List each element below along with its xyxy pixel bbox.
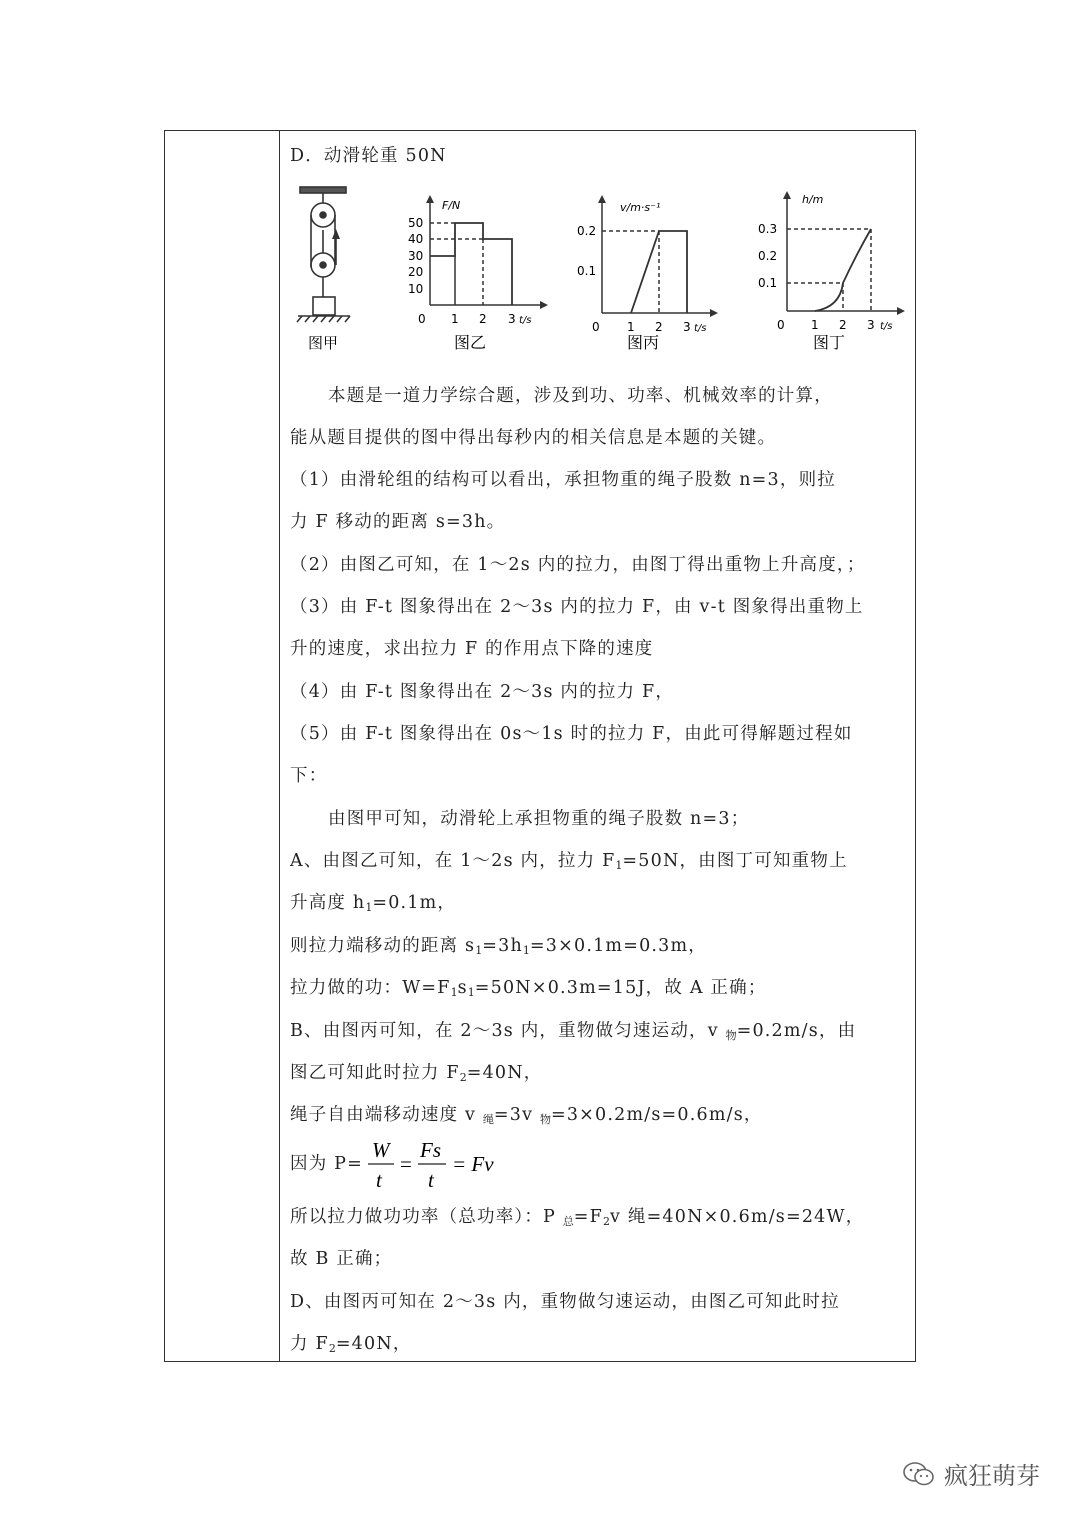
- svg-text:t: t: [428, 1168, 434, 1192]
- table-left-column: [165, 131, 280, 1361]
- chart-ding: [783, 191, 905, 315]
- watermark: [902, 1456, 1040, 1491]
- yi-xtick-3: 3: [508, 312, 516, 326]
- ding-xtick-3: 3: [867, 318, 875, 332]
- analysis-s1a: （1）由滑轮组的结构可以看出，承担物重的绳子股数 n=3，则拉: [290, 470, 836, 490]
- yi-ytick-30: 30: [408, 249, 424, 263]
- ding-ylabel: h/m: [802, 193, 824, 206]
- solution-intro: 由图甲可知，动滑轮上承担物重的绳子股数 n=3；: [328, 809, 750, 829]
- solution-a-line1: A、由图乙可知，在 1～2s 内，拉力 $F_1=50N$，由图丁可知重物上: [290, 851, 848, 872]
- yi-xlabel: t/s: [519, 315, 532, 326]
- yi-ytick-50: 50: [408, 216, 424, 230]
- solution-d-line2: 力 $F_2=40N$，: [290, 1334, 412, 1355]
- watermark-text: 疯狂萌芽: [944, 1462, 1040, 1490]
- analysis-p1b: 能从题目提供的图中得出每秒内的相关信息是本题的关键。: [290, 428, 777, 448]
- solution-a-line2: 升高度 $h_1=0.1m$，: [290, 893, 457, 914]
- yi-xtick-2: 2: [479, 312, 487, 326]
- chart-yi: [426, 195, 548, 309]
- svg-text:=: =: [400, 1152, 412, 1176]
- bing-xlabel: t/s: [694, 323, 707, 334]
- analysis-p1a: 本题是一道力学综合题，涉及到功、功率、机械效率的计算，: [328, 386, 833, 406]
- svg-text:Fs: Fs: [420, 1138, 441, 1162]
- analysis-s4: （4）由 F-t 图象得出在 2～3s 内的拉力 F，: [290, 682, 675, 702]
- analysis-s5b: 下：: [290, 766, 328, 786]
- solution-b-line2: 图乙可知此时拉力 $F_2=40N$，: [290, 1063, 543, 1084]
- pulley-diagram: [297, 187, 350, 322]
- figure-row: [290, 185, 910, 357]
- svg-text:= Fv: = Fv: [452, 1152, 494, 1176]
- ding-ytick-02: 0.2: [758, 249, 778, 263]
- yi-xtick-0: 0: [418, 312, 426, 326]
- ding-ytick-03: 0.3: [758, 222, 778, 236]
- yi-ytick-20: 20: [408, 265, 424, 279]
- figures-svg: [290, 185, 910, 357]
- yi-ytick-10: 10: [408, 282, 424, 296]
- solution-a-line4: 拉力做的功：$W=F_1s_1=50N\times 0.3m=15J$，故 A 正确；: [290, 978, 767, 999]
- caption-yi: 图乙: [454, 333, 487, 352]
- bing-xtick-3: 3: [683, 320, 691, 334]
- analysis-s5a: （5）由 F-t 图象得出在 0s～1s 时的拉力 F，由此可得解题过程如: [290, 724, 853, 744]
- bing-xtick-2: 2: [655, 320, 663, 334]
- bing-ylabel: v/m·s⁻¹: [620, 201, 661, 214]
- caption-ding: 图丁: [813, 333, 846, 352]
- wechat-icon: [902, 1460, 936, 1488]
- solution-b-formula-label: 因为 P=: [290, 1154, 364, 1174]
- solution-d-line1: D、由图丙可知在 2～3s 内，重物做匀速运动，由图乙可知此时拉: [290, 1292, 840, 1312]
- ding-ytick-01: 0.1: [758, 276, 778, 290]
- option-d: D．动滑轮重 50N: [290, 146, 447, 166]
- bing-line: [631, 231, 687, 313]
- analysis-s3a: （3）由 F-t 图象得出在 2～3s 内的拉力 F，由 v-t 图象得出重物上: [290, 597, 864, 617]
- bing-xtick-1: 1: [627, 320, 635, 334]
- bing-ytick-01: 0.1: [577, 264, 597, 278]
- caption-bing: 图丙: [627, 333, 660, 352]
- power-formula: [364, 1135, 504, 1193]
- solution-b-line5: 所以拉力做功功率（总功率）：P 总$=F_2v$ 绳=40N×0.6m/s=24W，: [290, 1207, 865, 1228]
- bing-ytick-02: 0.2: [577, 224, 597, 238]
- analysis-s3b: 升的速度，求出拉力 F 的作用点下降的速度: [290, 639, 654, 659]
- ding-xtick-0: 0: [777, 318, 785, 332]
- answer-table: [164, 130, 916, 1362]
- yi-xtick-1: 1: [451, 312, 459, 326]
- solution-b-line3: 绳子自由端移动速度 v 绳=3v 物=3×0.2m/s=0.6m/s，: [290, 1105, 763, 1126]
- ding-xtick-2: 2: [839, 318, 847, 332]
- ding-xlabel: t/s: [880, 321, 893, 332]
- analysis-s2: （2）由图乙可知，在 1～2s 内的拉力，由图丁得出重物上升高度，；: [290, 555, 866, 575]
- analysis-s1b: 力 F 移动的距离 s=3h。: [290, 512, 506, 532]
- solution-a-line3: 则拉力端移动的距离 $s_1=3h_1=3\times 0.1m=0.3m$，: [290, 936, 707, 957]
- solution-b-line1: B、由图丙可知，在 2～3s 内，重物做匀速运动，v 物=0.2m/s，由: [290, 1021, 857, 1042]
- yi-ylabel: F/N: [442, 199, 461, 212]
- caption-jia: 图甲: [308, 334, 339, 352]
- solution-b-line6: 故 B 正确；: [290, 1249, 393, 1269]
- yi-line: [430, 223, 512, 305]
- ding-xtick-1: 1: [811, 318, 819, 332]
- svg-text:W: W: [372, 1138, 390, 1162]
- svg-text:t: t: [376, 1168, 382, 1192]
- yi-ytick-40: 40: [408, 232, 424, 246]
- bing-xtick-0: 0: [592, 320, 600, 334]
